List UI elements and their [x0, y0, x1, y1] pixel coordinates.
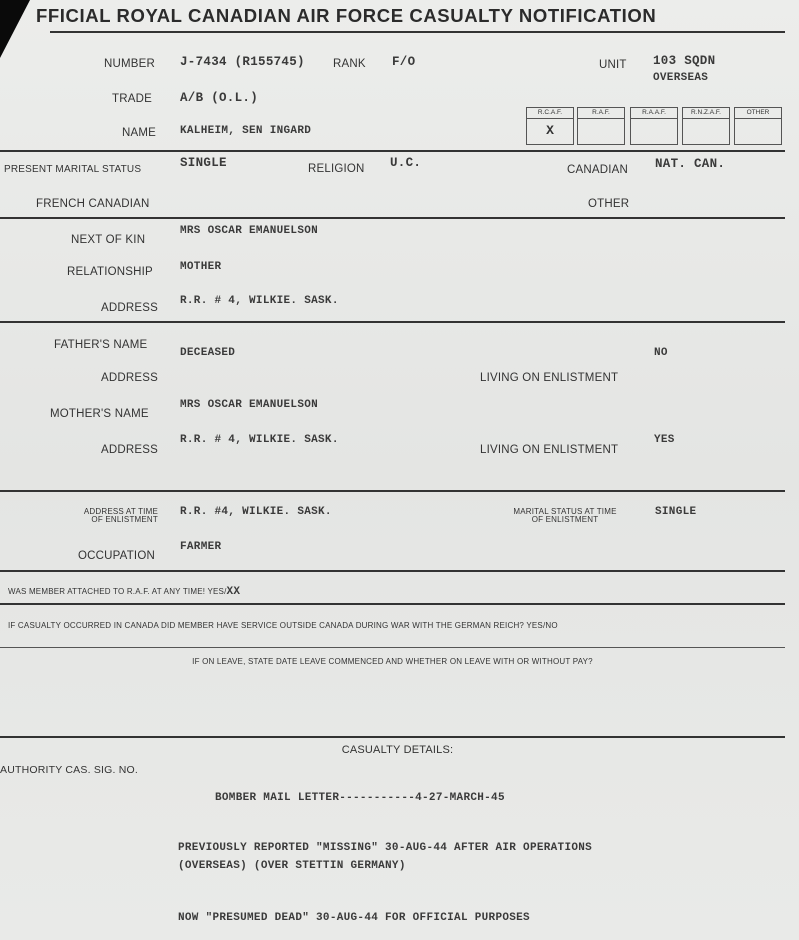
- rank-label: RANK: [333, 58, 366, 70]
- service-box-mark: X: [546, 123, 554, 138]
- raf-attached-mark: XX: [226, 586, 241, 598]
- canadian-label: CANADIAN: [567, 164, 629, 176]
- divider: [50, 31, 785, 33]
- raf-attached-question: WAS MEMBER ATTACHED TO R.A.F. AT ANY TIME! YES/XX: [8, 586, 241, 598]
- rank-value: F/O: [392, 55, 416, 69]
- mother-living-label: LIVING ON ENLISTMENT: [480, 444, 619, 456]
- other-label: OTHER: [588, 198, 630, 210]
- religion-label: RELIGION: [308, 163, 365, 175]
- divider: [0, 570, 785, 572]
- divider: [0, 321, 785, 323]
- divider: [0, 150, 785, 152]
- father-living-value: NO: [654, 347, 668, 359]
- casualty-details-heading: CASUALTY DETAILS:: [341, 744, 454, 756]
- casualty-line-3: (OVERSEAS) (OVER STETTIN GERMANY): [178, 860, 406, 872]
- mother-address-value: R.R. # 4, WILKIE. SASK.: [180, 434, 339, 446]
- mother-name-label: MOTHER'S NAME: [50, 408, 149, 420]
- on-leave-question: IF ON LEAVE, STATE DATE LEAVE COMMENCED AND WHETHER ON LEAVE WITH OR WITHOUT PAY?: [192, 657, 593, 666]
- unit-value-line1: 103 SQDN: [653, 54, 716, 68]
- enlistment-address-value: R.R. #4, WILKIE. SASK.: [180, 506, 332, 518]
- casualty-line-2: PREVIOUSLY REPORTED "MISSING" 30-AUG-44 AFTER AIR OPERATIONS: [178, 842, 593, 854]
- document-title: FFICIAL ROYAL CANADIAN AIR FORCE CASUALTY NOTIFICATION: [36, 5, 657, 26]
- address-value: R.R. # 4, WILKIE. SASK.: [180, 295, 339, 307]
- number-label: NUMBER: [104, 58, 156, 70]
- trade-value: A/B (O.L.): [180, 91, 259, 105]
- occupation-label: OCCUPATION: [78, 550, 155, 562]
- name-value: KALHEIM, SEN INGARD: [180, 125, 312, 137]
- french-canadian-label: FRENCH CANADIAN: [36, 198, 150, 210]
- marital-status-label: PRESENT MARITAL STATUS: [4, 164, 142, 175]
- service-box-other: OTHER: [734, 107, 782, 145]
- occupation-value: FARMER: [180, 541, 222, 553]
- enlistment-marital-value: SINGLE: [655, 506, 697, 518]
- canadian-value: NAT. CAN.: [655, 157, 726, 171]
- enlistment-marital-label: MARITAL STATUS AT TIME OF ENLISTMENT: [513, 507, 617, 524]
- next-of-kin-label: NEXT OF KIN: [71, 234, 146, 246]
- enlistment-address-label: ADDRESS AT TIME OF ENLISTMENT: [83, 507, 158, 524]
- relationship-value: MOTHER: [180, 261, 222, 273]
- name-label: NAME: [122, 127, 157, 139]
- service-box-rcaf: R.C.A.F. X: [526, 107, 574, 145]
- divider: [0, 603, 785, 605]
- service-box-raaf: R.A.A.F.: [630, 107, 678, 145]
- next-of-kin-value: MRS OSCAR EMANUELSON: [180, 225, 319, 237]
- mother-living-value: YES: [654, 434, 675, 446]
- address-label: ADDRESS: [101, 302, 158, 314]
- torn-corner: [0, 0, 30, 58]
- service-outside-canada-question: IF CASUALTY OCCURRED IN CANADA DID MEMBER HAVE SERVICE OUTSIDE CANADA DURING WAR WITH THE GERMAN REICH? YES/NO: [8, 621, 558, 630]
- trade-label: TRADE: [112, 93, 152, 105]
- father-name-label: FATHER'S NAME: [54, 339, 148, 351]
- unit-label: UNIT: [599, 59, 627, 71]
- unit-value-line2: OVERSEAS: [653, 72, 709, 84]
- father-address-label: ADDRESS: [101, 372, 158, 384]
- casualty-line-1: BOMBER MAIL LETTER-----------4-27-MARCH-45: [215, 792, 505, 804]
- divider: [0, 490, 785, 492]
- divider: [0, 736, 785, 738]
- mother-name-value: MRS OSCAR EMANUELSON: [180, 399, 319, 411]
- number-value: J-7434 (R155745): [180, 55, 305, 69]
- authority-label: AUTHORITY CAS. SIG. NO.: [0, 764, 139, 776]
- divider: [0, 217, 785, 219]
- service-box-raf: R.A.F.: [577, 107, 625, 145]
- service-box-rnzaf: R.N.Z.A.F.: [682, 107, 730, 145]
- casualty-line-4: NOW "PRESUMED DEAD" 30-AUG-44 FOR OFFICIAL PURPOSES: [178, 912, 530, 924]
- religion-value: U.C.: [390, 156, 422, 170]
- father-living-label: LIVING ON ENLISTMENT: [480, 372, 619, 384]
- father-name-value: DECEASED: [180, 347, 236, 359]
- divider: [0, 647, 785, 648]
- marital-status-value: SINGLE: [180, 156, 227, 170]
- mother-address-label: ADDRESS: [101, 444, 158, 456]
- relationship-label: RELATIONSHIP: [67, 266, 153, 278]
